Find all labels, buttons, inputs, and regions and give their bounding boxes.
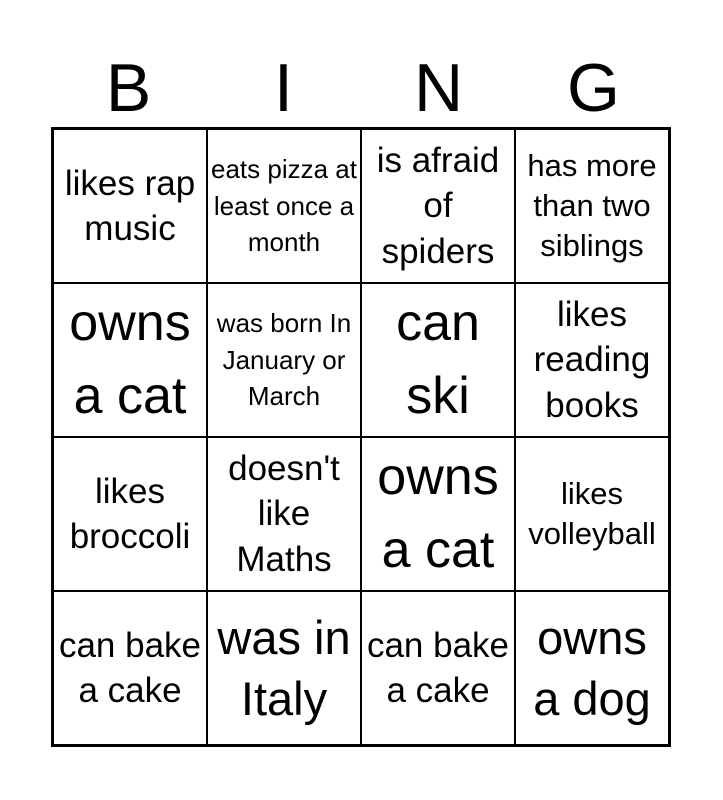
bingo-cell[interactable] (361, 437, 515, 591)
bingo-header (51, 48, 671, 128)
cell-text: likes rap music (64, 163, 196, 248)
cell-text: is afraid of spiders (376, 140, 500, 271)
cell-text: eats pizza at least once a month (211, 154, 357, 258)
bingo-cell[interactable] (53, 437, 207, 591)
cell-text: can bake a cake (58, 625, 202, 710)
cell-text: owns a dog (533, 610, 651, 725)
bingo-cell[interactable] (53, 129, 207, 283)
bingo-cell[interactable] (515, 591, 669, 745)
cell-text: was in Italy (217, 610, 351, 725)
bingo-cell[interactable] (207, 437, 361, 591)
bingo-cell[interactable] (515, 129, 669, 283)
bingo-cell[interactable] (207, 129, 361, 283)
cell-text: likes broccoli (69, 471, 191, 556)
cell-text: owns a cat (69, 294, 191, 425)
bingo-cell[interactable] (207, 591, 361, 745)
bingo-board (51, 127, 671, 747)
cell-text: owns a cat (377, 448, 499, 579)
cell-text: likes reading books (533, 294, 651, 425)
bingo-cell[interactable] (361, 129, 515, 283)
header-letter-i: I (274, 50, 293, 126)
cell-text: doesn't like Maths (228, 448, 340, 579)
bingo-cell[interactable] (515, 437, 669, 591)
bingo-cell[interactable] (53, 283, 207, 437)
cell-text: was born In January or March (216, 308, 352, 412)
cell-text: has more than two siblings (527, 147, 657, 264)
bingo-cell[interactable] (53, 591, 207, 745)
header-letter-g: G (567, 50, 620, 126)
cell-text: likes volleyball (528, 475, 656, 551)
cell-text: can ski (396, 294, 480, 425)
bingo-cell[interactable] (515, 283, 669, 437)
bingo-cell[interactable] (207, 283, 361, 437)
header-letter-n: N (413, 50, 464, 126)
header-letter-b: B (105, 50, 152, 126)
cell-text: can bake a cake (366, 625, 510, 710)
bingo-cell[interactable] (361, 591, 515, 745)
bingo-cell[interactable] (361, 283, 515, 437)
